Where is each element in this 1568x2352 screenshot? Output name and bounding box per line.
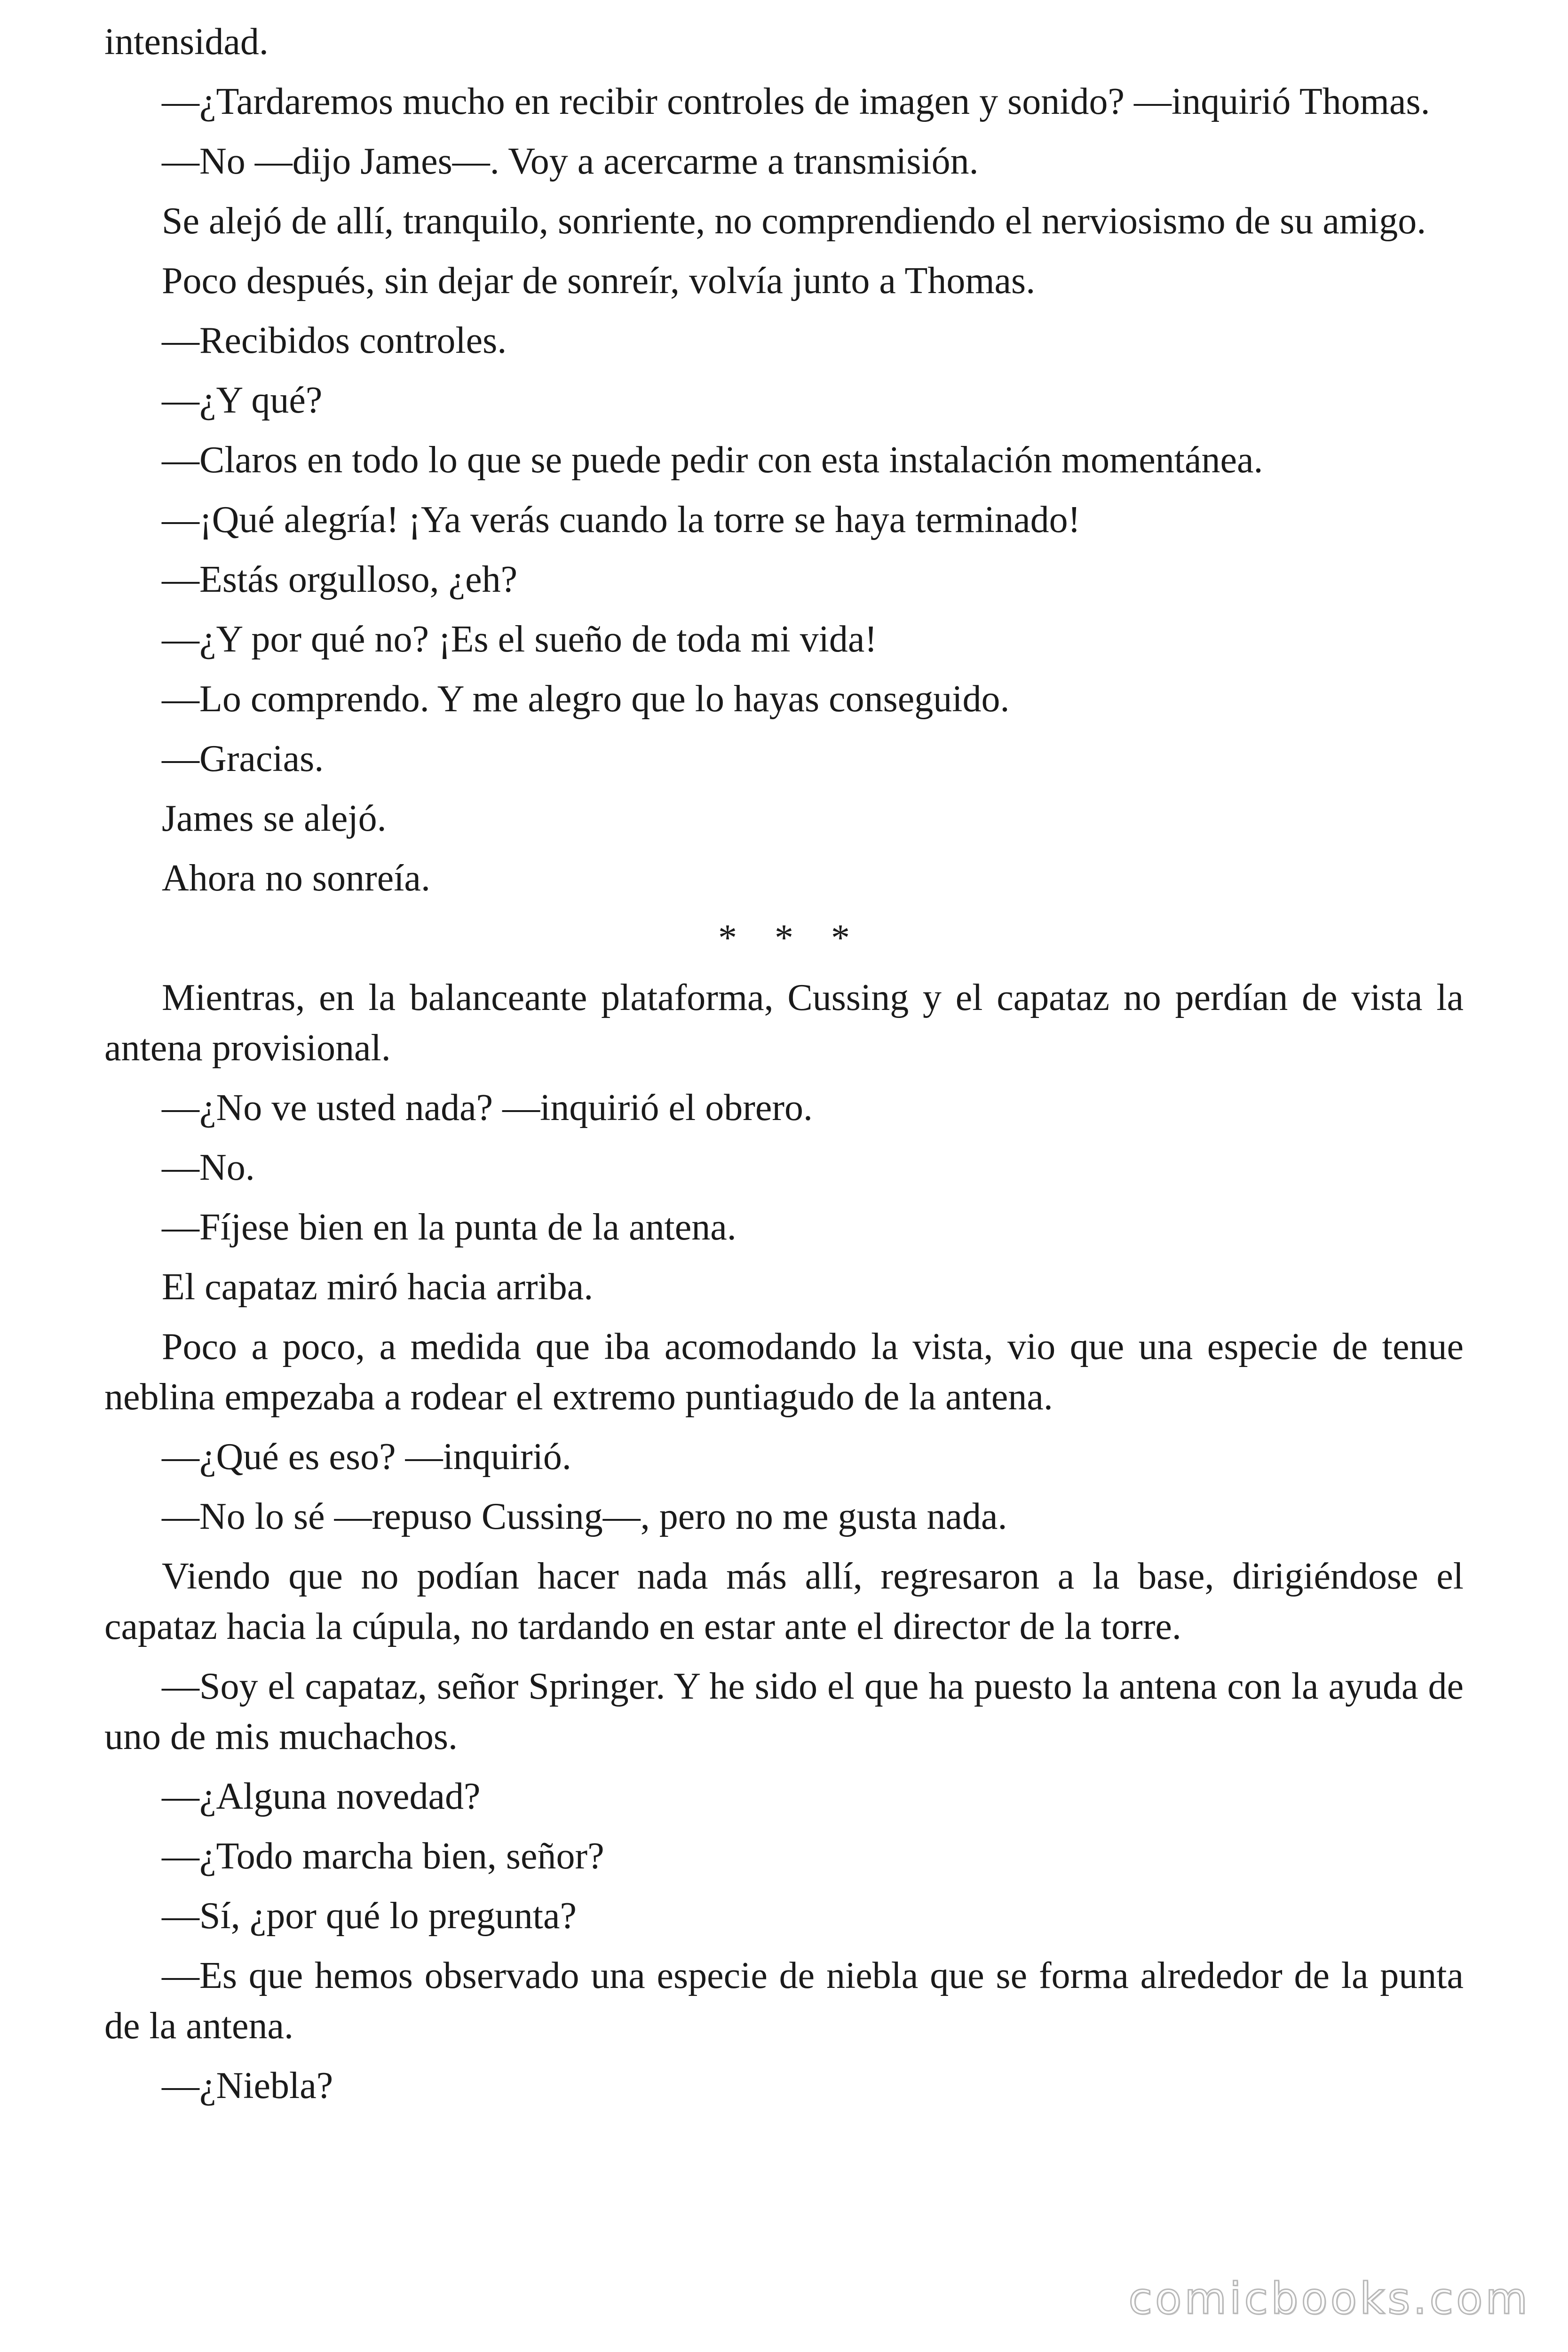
paragraph: Se alejó de allí, tranquilo, sonriente, no comprendiendo el nerviosismo de su amigo.: [162, 200, 1426, 242]
paragraph: —¡Qué alegría! ¡Ya verás cuando la torre se haya terminado!: [162, 499, 1081, 540]
paragraph: James se alejó.: [162, 798, 387, 839]
paragraph: Mientras, en la balanceante plataforma, Cussing y el capataz no perdían de vista la antena provisional.: [104, 977, 1464, 1069]
paragraph: —No —dijo James—. Voy a acercarme a transmisión.: [162, 141, 979, 182]
paragraph: —Fíjese bien en la punta de la antena.: [162, 1207, 736, 1248]
paragraph: Poco a poco, a medida que iba acomodando la vista, vio que una especie de tenue neblina empezaba a rodear el extremo puntiagudo de la antena.: [104, 1326, 1464, 1418]
paragraph: —¿Qué es eso? —inquirió.: [162, 1436, 571, 1478]
scene-break-separator: * * *: [718, 917, 850, 959]
paragraph: —No lo sé —repuso Cussing—, pero no me gusta nada.: [162, 1496, 1007, 1537]
paragraph: —Es que hemos observado una especie de niebla que se forma alrededor de la punta de la antena.: [104, 1955, 1464, 2047]
text-section-after-break: [104, 973, 1464, 2111]
paragraph: —¿Todo marcha bien, señor?: [162, 1836, 604, 1877]
paragraph: —Gracias.: [162, 738, 324, 779]
paragraph: Ahora no sonreía.: [162, 858, 430, 899]
paragraph: —Estás orgulloso, ¿eh?: [162, 559, 518, 600]
watermark-logo: comicbooks.com: [1128, 2273, 1530, 2324]
paragraph: —¿Alguna novedad?: [162, 1776, 481, 1817]
paragraph: —¿Niebla?: [162, 2065, 333, 2106]
paragraph: —Soy el capataz, señor Springer. Y he sido el que ha puesto la antena con la ayuda de uno de mis muchachos.: [104, 1666, 1464, 1757]
paragraph: —Sí, ¿por qué lo pregunta?: [162, 1895, 577, 1937]
paragraph: —¿Tardaremos mucho en recibir controles de imagen y sonido? —inquirió Thomas.: [162, 81, 1430, 122]
paragraph: —Claros en todo lo que se puede pedir con esta instalación momentánea.: [162, 439, 1263, 481]
paragraph: —No.: [162, 1147, 255, 1188]
paragraph: —¿No ve usted nada? —inquirió el obrero.: [162, 1087, 813, 1128]
paragraph: —Recibidos controles.: [162, 320, 507, 361]
text-section-before-break: [104, 17, 1464, 904]
paragraph: —¿Y qué?: [162, 380, 323, 421]
paragraph: Viendo que no podían hacer nada más allí, regresaron a la base, dirigiéndose el capataz hacia la cúpula, no tardando en estar ante el director de la torre.: [104, 1556, 1464, 1647]
paragraph: El capataz miró hacia arriba.: [162, 1266, 594, 1308]
paragraph: Poco después, sin dejar de sonreír, volvía junto a Thomas.: [162, 260, 1036, 302]
paragraph: intensidad.: [104, 21, 269, 63]
paragraph: —Lo comprendo. Y me alegro que lo hayas conseguido.: [162, 678, 1010, 720]
paragraph: —¿Y por qué no? ¡Es el sueño de toda mi vida!: [162, 619, 878, 660]
book-page: [104, 17, 1464, 2121]
